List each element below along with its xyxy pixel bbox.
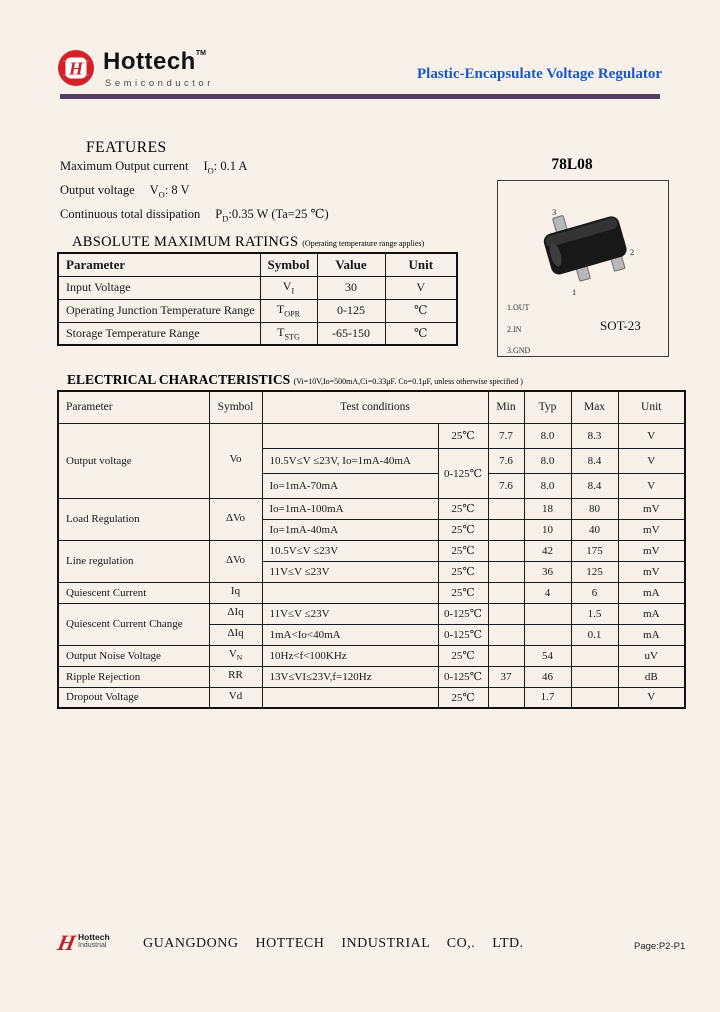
unit-cell: ℃ [385, 299, 457, 322]
condition-cell: Io=1mA-100mA [262, 498, 438, 519]
temp-cell: 0-125℃ [438, 666, 488, 687]
col-value: Value [317, 253, 385, 276]
parameter-cell: Dropout Voltage [58, 687, 209, 708]
feature-value: $P_D:0.35$ W (Ta=25 ℃) [215, 207, 329, 224]
max-cell: 1.5 [571, 603, 618, 624]
symbol-cell: $V_I$ [260, 276, 317, 299]
feature-label: Continuous total dissipation [60, 207, 201, 221]
pin-function-in: 2.IN [507, 324, 522, 334]
unit-cell: mV [618, 561, 685, 582]
feature-label: Output voltage [60, 183, 135, 197]
col-parameter: Parameter [58, 391, 209, 423]
max-cell: 8.4 [571, 473, 618, 498]
document-title: Plastic-Encapsulate Voltage Regulator [417, 66, 662, 82]
unit-cell: dB [618, 666, 685, 687]
package-name: SOT-23 [600, 318, 641, 333]
max-cell [571, 666, 618, 687]
typ-cell: 18 [524, 498, 571, 519]
feature-item [60, 181, 329, 205]
typ-cell: 46 [524, 666, 571, 687]
condition-cell: 13V≤VI≤23V,f=120Hz [262, 666, 438, 687]
temp-cell: 25℃ [438, 645, 488, 666]
col-typ: Typ [524, 391, 571, 423]
package-outline-box [497, 180, 669, 357]
min-cell [488, 582, 524, 603]
typ-cell: 36 [524, 561, 571, 582]
min-cell [488, 603, 524, 624]
symbol-cell: ΔVo [209, 540, 262, 582]
features-heading: FEATURES [86, 139, 167, 156]
condition-cell: 11V≤V ≤23V [262, 561, 438, 582]
parameter-cell: Storage Temperature Range [58, 322, 260, 345]
footer-logo [55, 930, 138, 956]
footer-logo-line2: Industrial [78, 942, 107, 949]
typ-cell: 8.0 [524, 473, 571, 498]
symbol-cell: Vo [209, 423, 262, 498]
max-cell: 8.3 [571, 423, 618, 448]
temp-cell: 25℃ [438, 582, 488, 603]
parameter-cell: Input Voltage [58, 276, 260, 299]
parameter-cell: Quiescent Current Change [58, 603, 209, 645]
elec-subtitle: (Vi=10V,Io=500mA,Ci=0.33μF. Co=0.1μF, unless otherwise specified ) [293, 377, 523, 386]
feature-item [60, 157, 329, 181]
feature-value: $I_O$: 0.1 A [203, 159, 248, 176]
condition-cell [262, 582, 438, 603]
min-cell [488, 519, 524, 540]
brand-name [103, 48, 206, 76]
max-cell: 8.4 [571, 448, 618, 473]
min-cell: 7.6 [488, 448, 524, 473]
condition-cell [262, 687, 438, 708]
typ-cell: 10 [524, 519, 571, 540]
max-cell: 6 [571, 582, 618, 603]
value-cell: -65-150 [317, 322, 385, 345]
unit-cell: V [618, 423, 685, 448]
table-row [58, 666, 685, 687]
brand-text: Hottech [103, 48, 196, 75]
max-cell: 40 [571, 519, 618, 540]
temp-cell: 25℃ [438, 687, 488, 708]
table-row [58, 540, 685, 561]
typ-cell: 54 [524, 645, 571, 666]
min-cell: 7.6 [488, 473, 524, 498]
parameter-cell: Line regulation [58, 540, 209, 582]
trademark-mark: TM [195, 50, 206, 57]
header-divider [60, 94, 660, 99]
footer-page-label: Page:P2-P1 [634, 941, 686, 952]
parameter-cell: Output voltage [58, 423, 209, 498]
col-parameter: Parameter [58, 253, 260, 276]
elec-heading [67, 372, 523, 388]
pin-function-gnd: 3.GND [507, 346, 531, 355]
abs-max-heading [72, 234, 424, 251]
unit-cell: ℃ [385, 322, 457, 345]
condition-cell: 10.5V≤V ≤23V [262, 540, 438, 561]
condition-cell: 10Hz<f<100KHz [262, 645, 438, 666]
unit-cell: uV [618, 645, 685, 666]
condition-cell [262, 423, 438, 448]
abs-max-table [57, 252, 458, 346]
pin-number-1: 1 [572, 287, 577, 297]
hottech-logo-icon [57, 49, 95, 87]
pin-function-out: 1.OUT [507, 303, 530, 312]
unit-cell: V [618, 473, 685, 498]
footer-company-name: GUANGDONG HOTTECH INDUSTRIAL CO,. LTD. [143, 936, 524, 951]
temp-cell: 0-125℃ [438, 448, 488, 498]
col-min: Min [488, 391, 524, 423]
temp-cell: 25℃ [438, 561, 488, 582]
symbol-cell: ΔVo [209, 498, 262, 540]
typ-cell: 1.7 [524, 687, 571, 708]
col-unit: Unit [385, 253, 457, 276]
symbol-cell: Iq [209, 582, 262, 603]
pin-number-3: 3 [552, 207, 557, 217]
max-cell [571, 687, 618, 708]
col-symbol: Symbol [260, 253, 317, 276]
typ-cell: 42 [524, 540, 571, 561]
table-row [58, 498, 685, 519]
symbol-cell: $T_{OPR}$ [260, 299, 317, 322]
parameter-cell: Output Noise Voltage [58, 645, 209, 666]
table-row [58, 322, 457, 345]
min-cell [488, 561, 524, 582]
min-cell [488, 540, 524, 561]
typ-cell: 4 [524, 582, 571, 603]
temp-cell: 25℃ [438, 540, 488, 561]
elec-table [57, 390, 686, 709]
max-cell [571, 645, 618, 666]
footer-logo-icon: H [55, 930, 78, 955]
table-row [58, 423, 685, 448]
table-row [58, 582, 685, 603]
table-row [58, 276, 457, 299]
max-cell: 0.1 [571, 624, 618, 645]
unit-cell: mA [618, 624, 685, 645]
value-cell: 0-125 [317, 299, 385, 322]
part-number: 78L08 [551, 156, 593, 173]
parameter-cell: Operating Junction Temperature Range [58, 299, 260, 322]
condition-cell: Io=1mA-70mA [262, 473, 438, 498]
table-row [58, 645, 685, 666]
temp-cell: 25℃ [438, 423, 488, 448]
col-max: Max [571, 391, 618, 423]
footer-logo-line1: Hottech [78, 932, 110, 942]
symbol-cell: ΔIq [209, 624, 262, 645]
symbol-cell: $V_N$ [209, 645, 262, 666]
max-cell: 175 [571, 540, 618, 561]
parameter-cell: Ripple Rejection [58, 666, 209, 687]
value-cell: 30 [317, 276, 385, 299]
pin-function-list [507, 297, 530, 362]
brand-subtitle: Semiconductor [105, 78, 214, 89]
feature-label: Maximum Output current [60, 159, 189, 173]
unit-cell: mV [618, 540, 685, 561]
typ-cell: 8.0 [524, 448, 571, 473]
sot23-package-image [506, 189, 660, 301]
condition-cell: 1mA<Io<40mA [262, 624, 438, 645]
table-row [58, 299, 457, 322]
min-cell: 37 [488, 666, 524, 687]
min-cell [488, 687, 524, 708]
col-conditions: Test conditions [262, 391, 488, 423]
temp-cell: 25℃ [438, 519, 488, 540]
feature-item [60, 205, 329, 229]
abs-max-subtitle: (Operating temperature range applies) [302, 239, 425, 248]
feature-value: $V_O$: 8 V [149, 183, 190, 200]
min-cell [488, 498, 524, 519]
unit-cell: mA [618, 582, 685, 603]
condition-cell: 11V≤V ≤23V [262, 603, 438, 624]
unit-cell: V [385, 276, 457, 299]
table-header-row [58, 253, 457, 276]
unit-cell: V [618, 448, 685, 473]
symbol-cell: RR [209, 666, 262, 687]
elec-title: ELECTRICAL CHARACTERISTICS [67, 372, 291, 387]
symbol-cell: $T_{STG}$ [260, 322, 317, 345]
typ-cell [524, 624, 571, 645]
unit-cell: mV [618, 498, 685, 519]
temp-cell: 0-125℃ [438, 624, 488, 645]
unit-cell: V [618, 687, 685, 708]
condition-cell: 10.5V≤V ≤23V, Io=1mA-40mA [262, 448, 438, 473]
parameter-cell: Quiescent Current [58, 582, 209, 603]
col-symbol: Symbol [209, 391, 262, 423]
temp-cell: 25℃ [438, 498, 488, 519]
features-list [60, 157, 329, 229]
svg-text:H: H [68, 58, 84, 79]
unit-cell: mV [618, 519, 685, 540]
unit-cell: mA [618, 603, 685, 624]
condition-cell: Io=1mA-40mA [262, 519, 438, 540]
typ-cell: 8.0 [524, 423, 571, 448]
max-cell: 125 [571, 561, 618, 582]
typ-cell [524, 603, 571, 624]
symbol-cell: Vd [209, 687, 262, 708]
min-cell [488, 624, 524, 645]
max-cell: 80 [571, 498, 618, 519]
col-unit: Unit [618, 391, 685, 423]
pin-number-2: 2 [630, 247, 635, 257]
min-cell [488, 645, 524, 666]
parameter-cell: Load Regulation [58, 498, 209, 540]
table-row [58, 603, 685, 624]
min-cell: 7.7 [488, 423, 524, 448]
temp-cell: 0-125℃ [438, 603, 488, 624]
abs-max-title: ABSOLUTE MAXIMUM RATINGS [72, 234, 299, 250]
table-row [58, 687, 685, 708]
symbol-cell: ΔIq [209, 603, 262, 624]
table-header-row [58, 391, 685, 423]
